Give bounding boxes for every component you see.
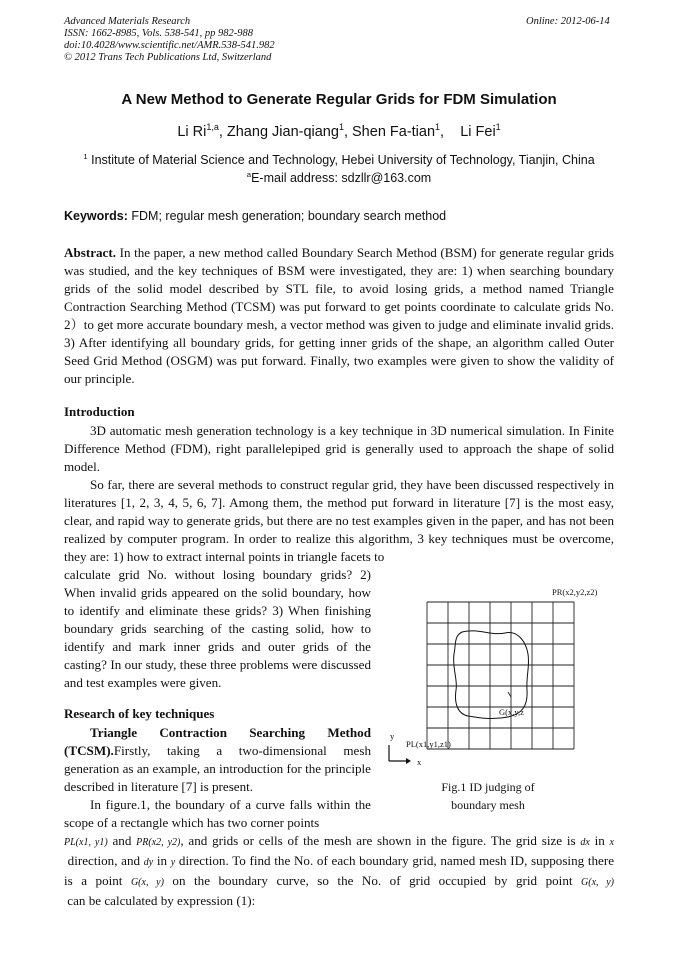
author-name: Li Fei bbox=[460, 124, 496, 140]
research-heading: Research of key techniques bbox=[64, 706, 215, 721]
label-g: G(x,y,z bbox=[499, 707, 524, 717]
email-line bbox=[0, 171, 678, 185]
email-sup: a bbox=[246, 169, 252, 179]
affiliation bbox=[0, 153, 678, 167]
author-sup: 1,a bbox=[206, 122, 219, 133]
copyright: © 2012 Trans Tech Publications Ltd, Switzerland bbox=[64, 52, 272, 63]
tcsm-paragraph bbox=[64, 724, 371, 796]
math-pl: PL(x1, y1) bbox=[64, 837, 108, 848]
text-run: , and grids or cells of the mesh are shown in the figure. The grid size is bbox=[180, 833, 581, 848]
text-run: in bbox=[594, 833, 610, 848]
x-axis-arrow bbox=[406, 758, 411, 764]
author-sep: , bbox=[440, 124, 461, 140]
author-sup: 1 bbox=[435, 122, 441, 133]
keywords bbox=[64, 209, 624, 223]
paper-title: A New Method to Generate Regular Grids for FDM Simulation bbox=[121, 91, 557, 108]
introduction-heading: Introduction bbox=[64, 404, 135, 419]
tcsm-title: Triangle Contraction Searching Method (TCSM). bbox=[64, 725, 371, 758]
doi: doi:10.4028/www.scientific.net/AMR.538-541.982 bbox=[64, 40, 275, 51]
point-g-tick bbox=[508, 692, 511, 697]
math-y: y bbox=[170, 857, 176, 868]
author-name: Shen Fa-tian bbox=[352, 124, 436, 140]
math-dx: dx bbox=[580, 837, 590, 848]
affiliation-sup: 1 bbox=[83, 151, 88, 161]
text-run: can be calculated by expression (1): bbox=[64, 893, 256, 908]
abstract bbox=[64, 244, 614, 388]
label-pr: PR(x2,y2,z2) bbox=[552, 587, 598, 597]
figure-caption: Fig.1 ID judging of boundary mesh bbox=[441, 780, 535, 812]
author-sup: 1 bbox=[338, 122, 344, 133]
author-sep: , bbox=[218, 124, 227, 140]
text-run: on the boundary curve, so the No. of grid occupied by grid point bbox=[163, 873, 573, 888]
keywords-label: Keywords: bbox=[64, 209, 128, 223]
author-sep: , bbox=[343, 124, 353, 140]
text-run: direction. To find the No. of each boundary grid, named mesh ID, supposing there is a point bbox=[64, 853, 615, 888]
keywords-text: FDM; regular mesh generation; boundary search method bbox=[127, 209, 447, 223]
author-list bbox=[0, 124, 678, 140]
math-g: G(x, y) bbox=[130, 877, 164, 888]
intro-paragraph-2: So far, there are several methods to construct regular grid, they have been discussed respectively in literatures [1, 2, 3, 4, 5, 6, 7]. Among them, the method put forward in literature [7] is the most easy, clear, and rapid way to generate grids, but there are no test examples given in the paper, and has not been realized by computer program. In order to realize this algorithm, 3 key techniques must be overcome, they are: 1) how to extract internal points in triangle facets to bbox=[64, 477, 614, 564]
y-axis-label: y bbox=[390, 731, 395, 741]
mesh-grid bbox=[427, 602, 574, 749]
math-dy: dy bbox=[143, 857, 154, 868]
email-address: E-mail address: sdzllr@163.com bbox=[251, 171, 432, 185]
text-run: and bbox=[107, 833, 137, 848]
text-run: direction, and bbox=[64, 853, 144, 868]
figure-1 bbox=[380, 580, 620, 780]
text-run: in bbox=[153, 853, 171, 868]
abstract-label: Abstract. bbox=[64, 245, 116, 260]
math-pr: PR(x2, y2) bbox=[136, 837, 181, 848]
mesh-id-paragraph bbox=[64, 832, 614, 910]
online-date: Online: 2012-06-14 bbox=[526, 16, 610, 27]
author-sup: 1 bbox=[495, 122, 501, 133]
tcsm-text: Firstly, taking a two-dimensional mesh generation as an example, an introduction for the principle described in literature [7] is present. bbox=[64, 743, 371, 794]
figure-ref-paragraph: In figure.1, the boundary of a curve falls within the scope of a rectangle which has two corner points bbox=[64, 797, 371, 830]
author-name: Li Ri bbox=[177, 124, 207, 140]
figure-1-svg bbox=[380, 580, 620, 780]
x-axis-label: x bbox=[417, 757, 422, 767]
journal-name: Advanced Materials Research bbox=[64, 16, 191, 27]
affiliation-text: Institute of Material Science and Technology, Hebei University of Technology, Tianjin, China bbox=[87, 153, 595, 167]
label-pl: PL(x1,y1,z1) bbox=[406, 739, 451, 749]
author-name: Zhang Jian-qiang bbox=[226, 124, 339, 140]
math-g2: G(x, y) bbox=[581, 877, 614, 888]
intro-paragraph-2-cont: calculate grid No. without losing boundary grids? 2) When invalid grids appeared on the solid boundary, how to identify and eliminate these grids? 3) When finishing boundary grids searching of the casting solid, how to identify and mark inner grids and outer grids of the casting? In our study, these three problems were discussed and test examples were given. bbox=[64, 567, 371, 690]
journal-header bbox=[64, 16, 275, 64]
issn: ISSN: 1662-8985, Vols. 538-541, pp 982-988 bbox=[64, 28, 253, 39]
math-x: x bbox=[609, 837, 614, 848]
intro-paragraph-1: 3D automatic mesh generation technology is a key technique in 3D numerical simulation. In Finite Difference Method (FDM), right parallelepiped grid is generally used to approach the shape of solid model. bbox=[64, 423, 614, 474]
abstract-text: In the paper, a new method called Boundary Search Method (BSM) for generate regular grids was studied, and the key techniques of BSM were investigated, they are: 1) when searching boundary grids of the solid model described by STL file, to avoid losing grids, a method named Triangle Contraction Searching Method (TCSM) was put forward to get points coordinate to calculate grids No. 2）to get more accurate boundary mesh, a vector method was given to judge and eliminate invalid grids. 3) After identifying all boundary grids, for getting inner grids of the shape, an algorithm called Outer Seed Grid Method (OSGM) was put forward. Finally, two examples were given to show the validity of our principle. bbox=[64, 245, 614, 386]
